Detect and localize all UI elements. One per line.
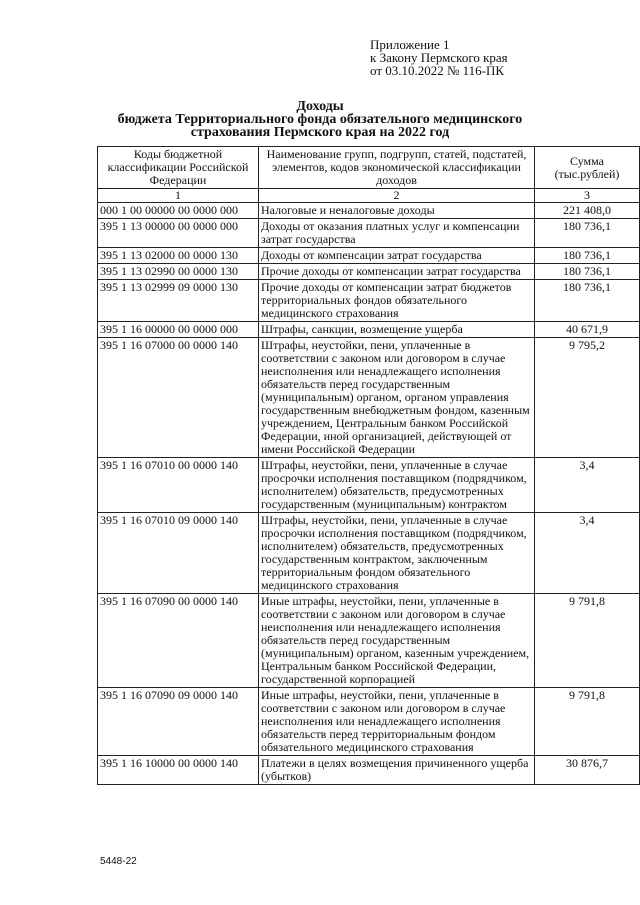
row-code: 395 1 13 02999 09 0000 130 <box>98 280 259 322</box>
row-sum: 180 736,1 <box>535 219 640 248</box>
table-row <box>98 513 640 594</box>
row-sum: 180 736,1 <box>535 248 640 264</box>
row-name: Иные штрафы, неустойки, пени, уплаченные в соответствии с законом или договором в случае неисполнения или ненадлежащего исполнения обязательств перед территориальным фондом обязательного медицинского страхования <box>259 688 535 756</box>
row-sum: 221 408,0 <box>535 203 640 219</box>
footer-document-code: 5448-22 <box>100 856 137 867</box>
table-row <box>98 248 640 264</box>
table-row <box>98 594 640 688</box>
table-row <box>98 203 640 219</box>
row-name: Штрафы, неустойки, пени, уплаченные в случае просрочки исполнения поставщиком (подрядчиком, исполнителем) обязательств, предусмотренных государственным (муниципальным) контрактом <box>259 458 535 513</box>
row-name: Доходы от компенсации затрат государства <box>259 248 535 264</box>
row-code: 395 1 13 02000 00 0000 130 <box>98 248 259 264</box>
row-code: 395 1 16 07010 09 0000 140 <box>98 513 259 594</box>
appendix-line-2: к Закону Пермского края <box>370 50 508 65</box>
row-sum: 180 736,1 <box>535 280 640 322</box>
title-line-3: страхования Пермского края на 2022 год <box>190 125 450 140</box>
row-name: Штрафы, неустойки, пени, уплаченные в случае просрочки исполнения поставщиком (подрядчиком, исполнителем) обязательств, предусмотренных государственным контрактом, заключенным территориальным фондом обязательного медицинского страхования <box>259 513 535 594</box>
table-row <box>98 458 640 513</box>
header-codes: Коды бюджетной классификации Российской Федерации <box>98 147 259 189</box>
table-row <box>98 756 640 785</box>
column-number-2: 2 <box>259 189 535 203</box>
table-row <box>98 688 640 756</box>
row-sum: 180 736,1 <box>535 264 640 280</box>
row-sum: 9 791,8 <box>535 594 640 688</box>
appendix-header <box>370 38 508 77</box>
table-header-row <box>98 147 640 189</box>
title-line-1: Доходы <box>296 99 344 114</box>
row-name: Штрафы, неустойки, пени, уплаченные в соответствии с законом или договором в случае неисполнения или ненадлежащего исполнения обязательств перед государственным (муниципальным) органом, органом управления государственным внебюджетным фондом, казенным учреждением, Центральным банком Российской Федерации, иной организацией, действующей от имени Российской Федерации <box>259 338 535 458</box>
document-title <box>95 100 545 139</box>
row-sum: 3,4 <box>535 458 640 513</box>
row-name: Доходы от оказания платных услуг и компенсации затрат государства <box>259 219 535 248</box>
table-row <box>98 322 640 338</box>
row-sum: 30 876,7 <box>535 756 640 785</box>
row-name: Прочие доходы от компенсации затрат государства <box>259 264 535 280</box>
column-number-3: 3 <box>535 189 640 203</box>
row-code: 395 1 16 07090 09 0000 140 <box>98 688 259 756</box>
row-sum: 40 671,9 <box>535 322 640 338</box>
row-code: 395 1 13 00000 00 0000 000 <box>98 219 259 248</box>
row-name: Прочие доходы от компенсации затрат бюджетов территориальных фондов обязательного медицинского страхования <box>259 280 535 322</box>
table-row <box>98 280 640 322</box>
column-number-row <box>98 189 640 203</box>
column-number-1: 1 <box>98 189 259 203</box>
header-names: Наименование групп, подгрупп, статей, подстатей, элементов, кодов экономической классификации доходов <box>259 147 535 189</box>
row-name: Штрафы, санкции, возмещение ущерба <box>259 322 535 338</box>
table-row <box>98 264 640 280</box>
row-code: 395 1 16 00000 00 0000 000 <box>98 322 259 338</box>
row-sum: 9 791,8 <box>535 688 640 756</box>
appendix-line-1: Приложение 1 <box>370 37 450 52</box>
row-sum: 9 795,2 <box>535 338 640 458</box>
row-name: Платежи в целях возмещения причиненного ущерба (убытков) <box>259 756 535 785</box>
row-code: 395 1 13 02990 00 0000 130 <box>98 264 259 280</box>
title-line-2: бюджета Территориального фонда обязательного медицинского <box>117 112 523 127</box>
row-code: 395 1 16 07010 00 0000 140 <box>98 458 259 513</box>
row-name: Налоговые и неналоговые доходы <box>259 203 535 219</box>
appendix-line-3: от 03.10.2022 № 116-ПК <box>370 63 505 78</box>
row-sum: 3,4 <box>535 513 640 594</box>
revenue-table <box>97 146 640 785</box>
header-sum: Сумма (тыс.рублей) <box>535 147 640 189</box>
row-code: 395 1 16 10000 00 0000 140 <box>98 756 259 785</box>
row-name: Иные штрафы, неустойки, пени, уплаченные в соответствии с законом или договором в случае неисполнения или ненадлежащего исполнения обязательств перед государственным (муниципальным) органом, казенным учреждением, Центральным банком Российской Федерации, государственной корпорацией <box>259 594 535 688</box>
table-row <box>98 338 640 458</box>
row-code: 395 1 16 07090 00 0000 140 <box>98 594 259 688</box>
row-code: 395 1 16 07000 00 0000 140 <box>98 338 259 458</box>
row-code: 000 1 00 00000 00 0000 000 <box>98 203 259 219</box>
table-row <box>98 219 640 248</box>
